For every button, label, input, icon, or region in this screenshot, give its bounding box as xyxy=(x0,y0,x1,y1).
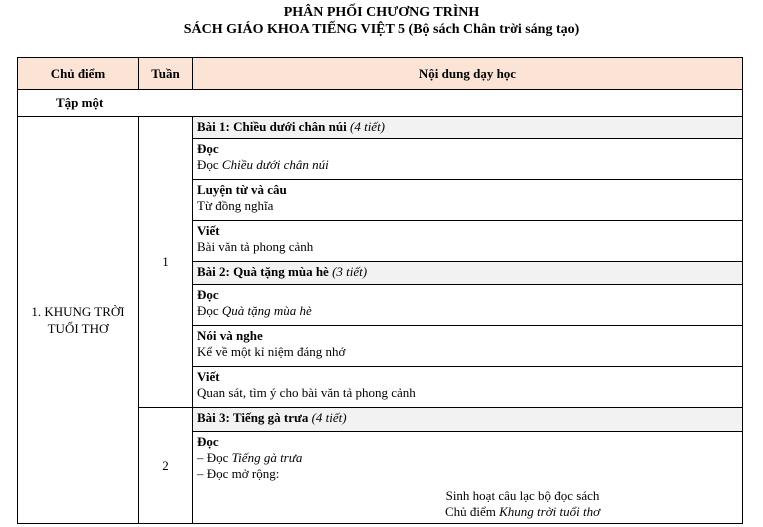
part-row xyxy=(18,90,743,117)
lesson-duration: (4 tiết) xyxy=(350,119,386,134)
section-cell xyxy=(193,221,743,262)
section-text: Quan sát, tìm ý cho bài văn tả phong cảnh xyxy=(197,385,416,400)
section-text: Bài văn tả phong cảnh xyxy=(197,239,314,254)
section-title: Đọc xyxy=(197,141,219,156)
section-text: Kể về một kỉ niệm đáng nhớ xyxy=(197,344,346,359)
header-topic: Chủ điểm xyxy=(18,58,139,90)
club-line: Chủ điểm Khung trời tuổi thơ xyxy=(444,504,601,519)
section-text: Đọc Chiều dưới chân núi xyxy=(197,157,329,172)
section-title: Đọc xyxy=(197,434,219,449)
section-title: Nói và nghe xyxy=(197,328,263,343)
table-row xyxy=(18,117,743,139)
lesson-title-cell xyxy=(193,408,743,432)
section-text: – Đọc mở rộng: xyxy=(197,466,280,481)
lesson-title: Bài 3: Tiếng gà trưa xyxy=(197,410,309,425)
section-title: Viết xyxy=(197,223,220,238)
section-cell xyxy=(193,180,743,221)
section-cell xyxy=(193,367,743,408)
section-text: Đọc Quà tặng mùa hè xyxy=(197,303,312,318)
lesson-title-cell xyxy=(193,262,743,285)
section-title: Đọc xyxy=(197,287,219,302)
header-row xyxy=(18,58,743,90)
lesson-title-cell xyxy=(193,117,743,139)
section-cell xyxy=(193,285,743,326)
lesson-title: Bài 2: Quà tặng mùa hè xyxy=(197,264,329,279)
section-title: Viết xyxy=(197,369,220,384)
header-week: Tuần xyxy=(139,58,193,90)
header-content: Nội dung dạy học xyxy=(193,58,743,90)
week-cell: 2 xyxy=(139,408,193,524)
topic-cell: 1. KHUNG TRỜI TUỔI THƠ xyxy=(18,117,139,524)
doc-title: PHÂN PHỐI CHƯƠNG TRÌNH xyxy=(283,5,480,20)
section-cell xyxy=(193,139,743,180)
lesson-duration: (3 tiết) xyxy=(332,264,368,279)
week-cell: 1 xyxy=(139,117,193,408)
club-line: Sinh hoạt câu lạc bộ đọc sách xyxy=(445,488,600,503)
curriculum-table xyxy=(17,57,743,524)
lesson-title: Bài 1: Chiều dưới chân núi xyxy=(197,119,347,134)
section-cell xyxy=(193,326,743,367)
part-label: Tập một xyxy=(18,90,743,117)
lesson-duration: (4 tiết) xyxy=(311,410,347,425)
section-text: Từ đồng nghĩa xyxy=(197,198,274,213)
doc-subtitle: SÁCH GIÁO KHOA TIẾNG VIỆT 5 (Bộ sách Chân trời sáng tạo) xyxy=(183,22,580,37)
section-cell xyxy=(193,432,743,524)
section-text: – Đọc Tiếng gà trưa xyxy=(197,450,303,465)
section-title: Luyện từ và câu xyxy=(197,182,287,197)
